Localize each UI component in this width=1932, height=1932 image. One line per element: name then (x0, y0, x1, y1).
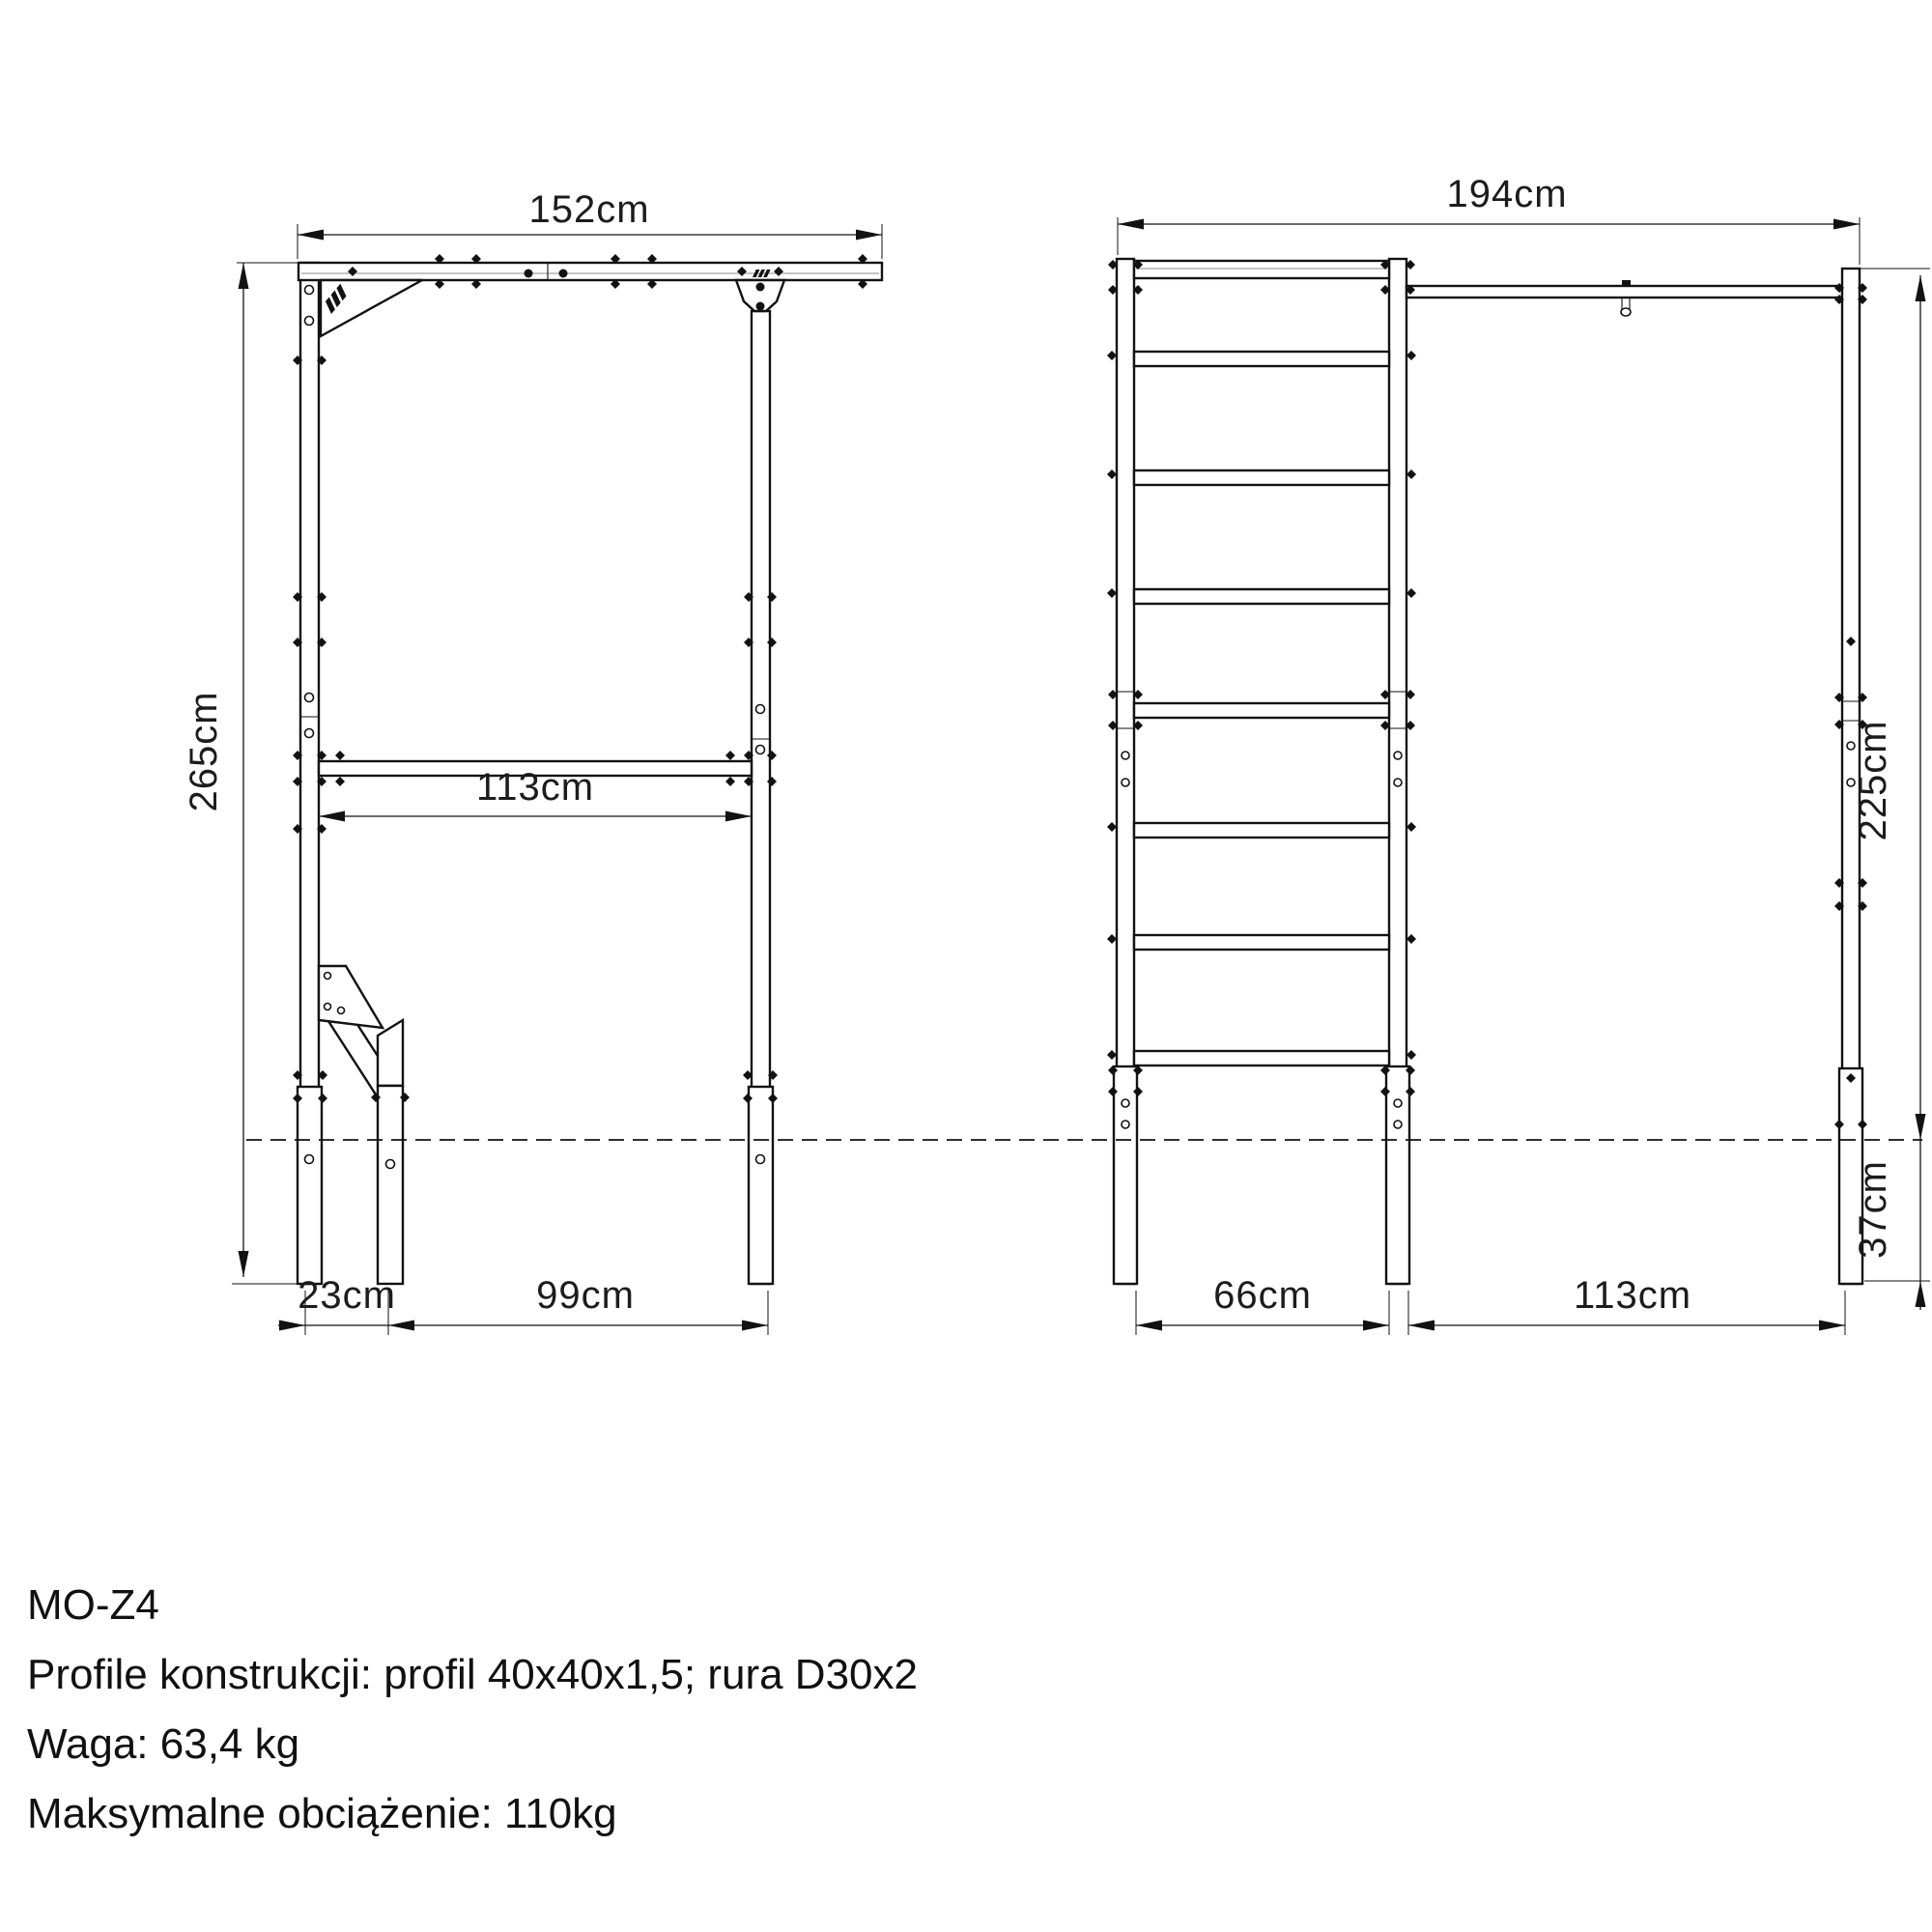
bolt-mark (1107, 822, 1117, 832)
dimension-arrow (1916, 1281, 1926, 1307)
dimension-arrow (1118, 219, 1144, 230)
hole-mark (756, 1155, 765, 1164)
dimension-arrow (298, 230, 324, 241)
spec-weight: Waga: 63,4 kg (27, 1720, 300, 1768)
hole-mark (386, 1160, 395, 1169)
spec-max-load: Maksymalne obciążenie: 110kg (27, 1790, 617, 1837)
bolt-mark (1107, 469, 1117, 479)
dim-label-side-total-depth: 194cm (1446, 173, 1568, 215)
ladder-rung (1134, 1051, 1389, 1065)
hole-mark (305, 729, 314, 738)
hole-mark (305, 1155, 314, 1164)
hole-mark (325, 973, 331, 980)
hole-mark (1122, 1099, 1129, 1107)
ladder-rung (1134, 470, 1389, 485)
ladder-rung (1134, 935, 1389, 950)
dim-label-side-height-above-ground: 225cm (1852, 720, 1894, 841)
dimension-arrow (1916, 1114, 1926, 1140)
dim-label-front-total-height: 265cm (183, 691, 225, 812)
dimension-arrow (742, 1321, 768, 1331)
dimension-arrow (1136, 1321, 1162, 1331)
dim-label-side-ladder-width: 66cm (1213, 1274, 1312, 1317)
dim-label-side-bar-span: 113cm (1573, 1274, 1692, 1317)
hole-mark (325, 1004, 331, 1010)
front-brace-post-sleeve (378, 1086, 403, 1284)
spec-text-block (27, 1581, 918, 1837)
bolt-mark (1107, 1050, 1117, 1060)
bolt-mark (725, 777, 735, 786)
bolt-mark (1406, 469, 1416, 479)
bolt-mark (335, 777, 345, 786)
spec-model: MO-Z4 (27, 1581, 159, 1629)
dimension-arrow (239, 263, 249, 289)
front-corner-gusset-plate (321, 280, 422, 336)
dim-label-front-brace-offset: 23cm (298, 1274, 396, 1317)
hole-mark (1122, 752, 1129, 759)
bolt-mark (1107, 934, 1117, 944)
hole-mark (1122, 779, 1129, 786)
dimension-arrow (856, 230, 882, 241)
hole-mark (1394, 752, 1402, 759)
front-top-bar (298, 263, 882, 280)
front-brace-post-upper (378, 1020, 403, 1086)
front-left-post-sleeve (298, 1087, 322, 1284)
side-ladder-top-bar (1134, 261, 1389, 278)
dimension-arrow (388, 1321, 414, 1331)
ladder-rung (1134, 589, 1389, 604)
side-view (1107, 259, 1867, 1284)
bolt-mark (725, 751, 735, 760)
dim-label-front-post-spacing: 99cm (536, 1274, 635, 1317)
bolt-mark (1406, 588, 1416, 598)
hole-mark (305, 286, 314, 295)
ladder-rung (1134, 823, 1389, 838)
dimension-arrow (239, 1251, 249, 1277)
bolt-mark (525, 270, 533, 278)
dim-label-front-crossbar-width: 113cm (475, 766, 595, 809)
ladder-rungs (1134, 352, 1389, 1065)
dimension-arrow (1819, 1321, 1845, 1331)
hole-mark (756, 746, 765, 754)
dimension-arrow (319, 811, 345, 822)
bolt-mark (335, 751, 345, 760)
dimension-arrow (1363, 1321, 1389, 1331)
dim-label-side-embed-depth: 37cm (1852, 1160, 1894, 1259)
dimension-arrow (1833, 219, 1860, 230)
spec-profiles: Profile konstrukcji: profil 40x40x1,5; rura D30x2 (27, 1651, 918, 1698)
ladder-rung (1134, 703, 1389, 718)
bolt-mark (1406, 934, 1416, 944)
hole-mark (1394, 1121, 1402, 1128)
bolt-mark (1406, 822, 1416, 832)
bolt-mark (756, 302, 765, 311)
dimension-arrow (279, 1321, 305, 1331)
dim-label-front-top-width: 152cm (528, 188, 650, 231)
bolt-mark (1406, 351, 1416, 360)
hole-mark (338, 1008, 345, 1014)
bolt-mark (1107, 351, 1117, 360)
front-right-post-sleeve (749, 1087, 773, 1284)
dimension-arrow (1408, 1321, 1435, 1331)
hole-mark (1122, 1121, 1129, 1128)
hole-mark (305, 694, 314, 702)
bolt-mark (756, 283, 765, 292)
bolt-mark (1406, 1050, 1416, 1060)
side-long-bar (1406, 286, 1842, 298)
bolt-mark (559, 270, 568, 278)
dimension-arrow (725, 811, 752, 822)
bolt-mark (1107, 588, 1117, 598)
hole-mark (1394, 779, 1402, 786)
ladder-rung (1134, 352, 1389, 366)
hole-mark (756, 705, 765, 714)
hole-mark (305, 317, 314, 326)
dimension-labels (183, 173, 1894, 1317)
hole-mark (1394, 1099, 1402, 1107)
dimension-arrow (1916, 275, 1926, 301)
